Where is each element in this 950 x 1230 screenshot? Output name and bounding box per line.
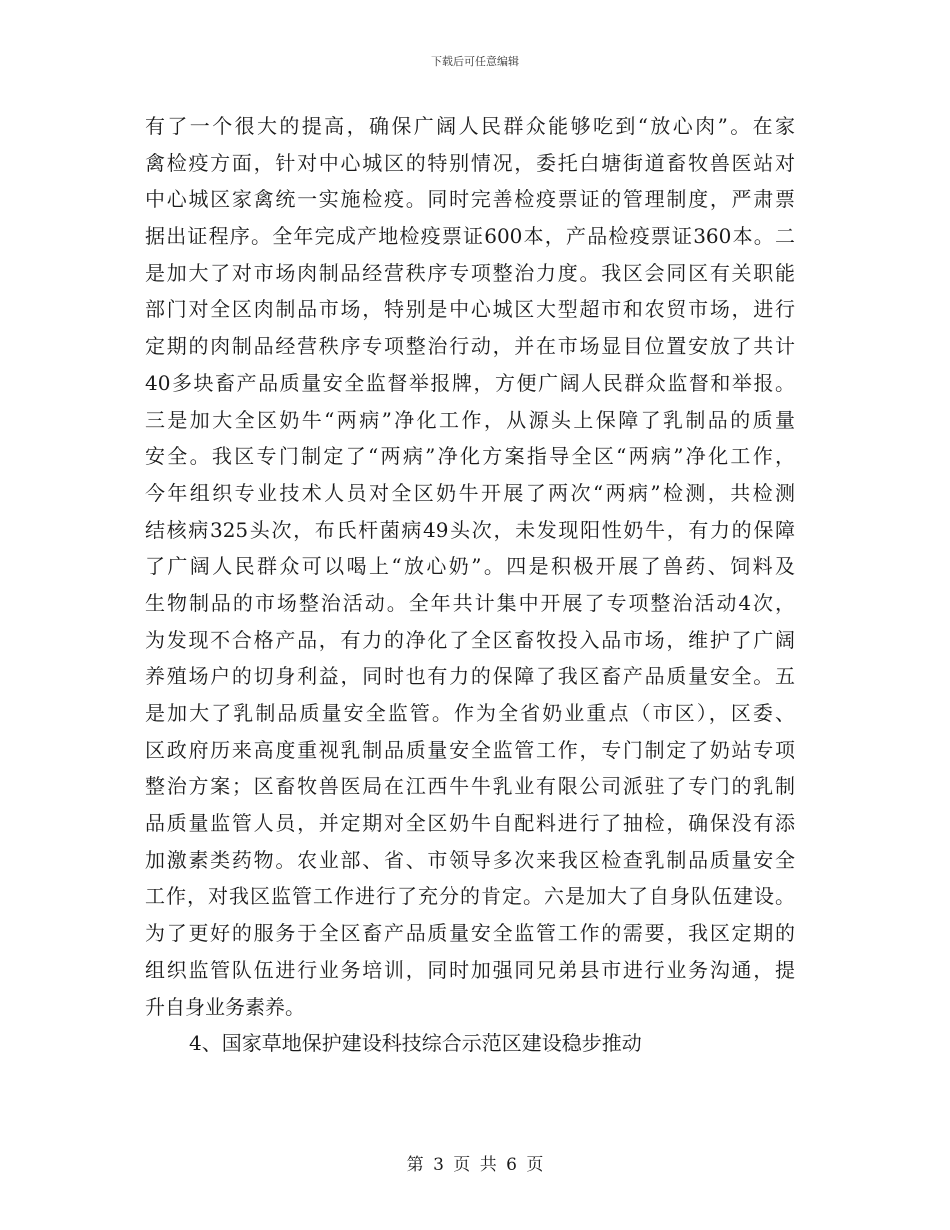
text-line: 部门对全区肉制品市场，特别是中心城区大型超市和农贸市场，进行 (145, 297, 795, 322)
text-line: 是加大了乳制品质量安全监管。作为全省奶业重点（市区），区委、 (145, 701, 795, 725)
text-line: 是加大了对市场肉制品经营秩序专项整治力度。我区会同区有关职能 (145, 260, 795, 285)
text-line: 养殖场户的切身利益，同时也有力的保障了我区畜产品质量安全。五 (145, 664, 795, 689)
text-line: 结核病325头次，布氏杆菌病49头次，未发现阳性奶牛，有力的保障 (145, 517, 795, 542)
text-line: 有了一个很大的提高，确保广阔人民群众能够吃到“放心肉”。在家 (145, 114, 795, 138)
text-line: 工作，对我区监管工作进行了充分的肯定。六是加大了自身队伍建设。 (145, 884, 795, 909)
text-line: 据出证程序。全年完成产地检疫票证600本，产品检疫票证360本。二 (145, 224, 795, 249)
text-line: 组织监管队伍进行业务培训，同时加强同兄弟县市进行业务沟通，提 (145, 957, 795, 982)
body-text (145, 108, 795, 1062)
page-header-note: 下载后可任意编辑 (431, 55, 519, 68)
text-line: 加激素类药物。农业部、省、市领导多次来我区检查乳制品质量安全 (145, 847, 795, 872)
text-line: 今年组织专业技术人员对全区奶牛开展了两次“两病”检测，共检测 (145, 480, 795, 505)
text-line: 40多块畜产品质量安全监督举报牌，方便广阔人民群众监督和举报。 (145, 370, 795, 395)
text-line: 为了更好的服务于全区畜产品质量安全监管工作的需要，我区定期的 (145, 921, 795, 946)
text-line: 区政府历来高度重视乳制品质量安全监管工作，专门制定了奶站专项 (145, 737, 795, 762)
section-heading: 4、国家草地保护建设科技综合示范区建设稳步推动 (189, 1031, 642, 1056)
text-line: 安全。我区专门制定了“两病”净化方案指导全区“两病”净化工作， (145, 444, 795, 469)
text-line: 为发现不合格产品，有力的净化了全区畜牧投入品市场，维护了广阔 (145, 627, 795, 652)
text-line: 升自身业务素养。 (145, 994, 305, 1019)
text-line: 整治方案；区畜牧兽医局在江西牛牛乳业有限公司派驻了专门的乳制 (145, 774, 795, 799)
text-line: 定期的肉制品经营秩序专项整治行动，并在市场显目位置安放了共计 (145, 334, 795, 359)
text-line: 了广阔人民群众可以喝上“放心奶”。四是积极开展了兽药、饲料及 (145, 554, 795, 579)
text-line: 中心城区家禽统一实施检疫。同时完善检疫票证的管理制度，严肃票 (145, 187, 795, 212)
page-number-footer: 第 3 页 共 6 页 (406, 1155, 544, 1175)
text-line: 生物制品的市场整治活动。全年共计集中开展了专项整治活动4次， (145, 590, 795, 615)
text-line: 品质量监管人员，并定期对全区奶牛自配料进行了抽检，确保没有添 (145, 811, 795, 836)
text-line: 禽检疫方面，针对中心城区的特别情况，委托白塘街道畜牧兽医站对 (145, 150, 795, 175)
text-line: 三是加大全区奶牛“两病”净化工作，从源头上保障了乳制品的质量 (145, 407, 795, 432)
